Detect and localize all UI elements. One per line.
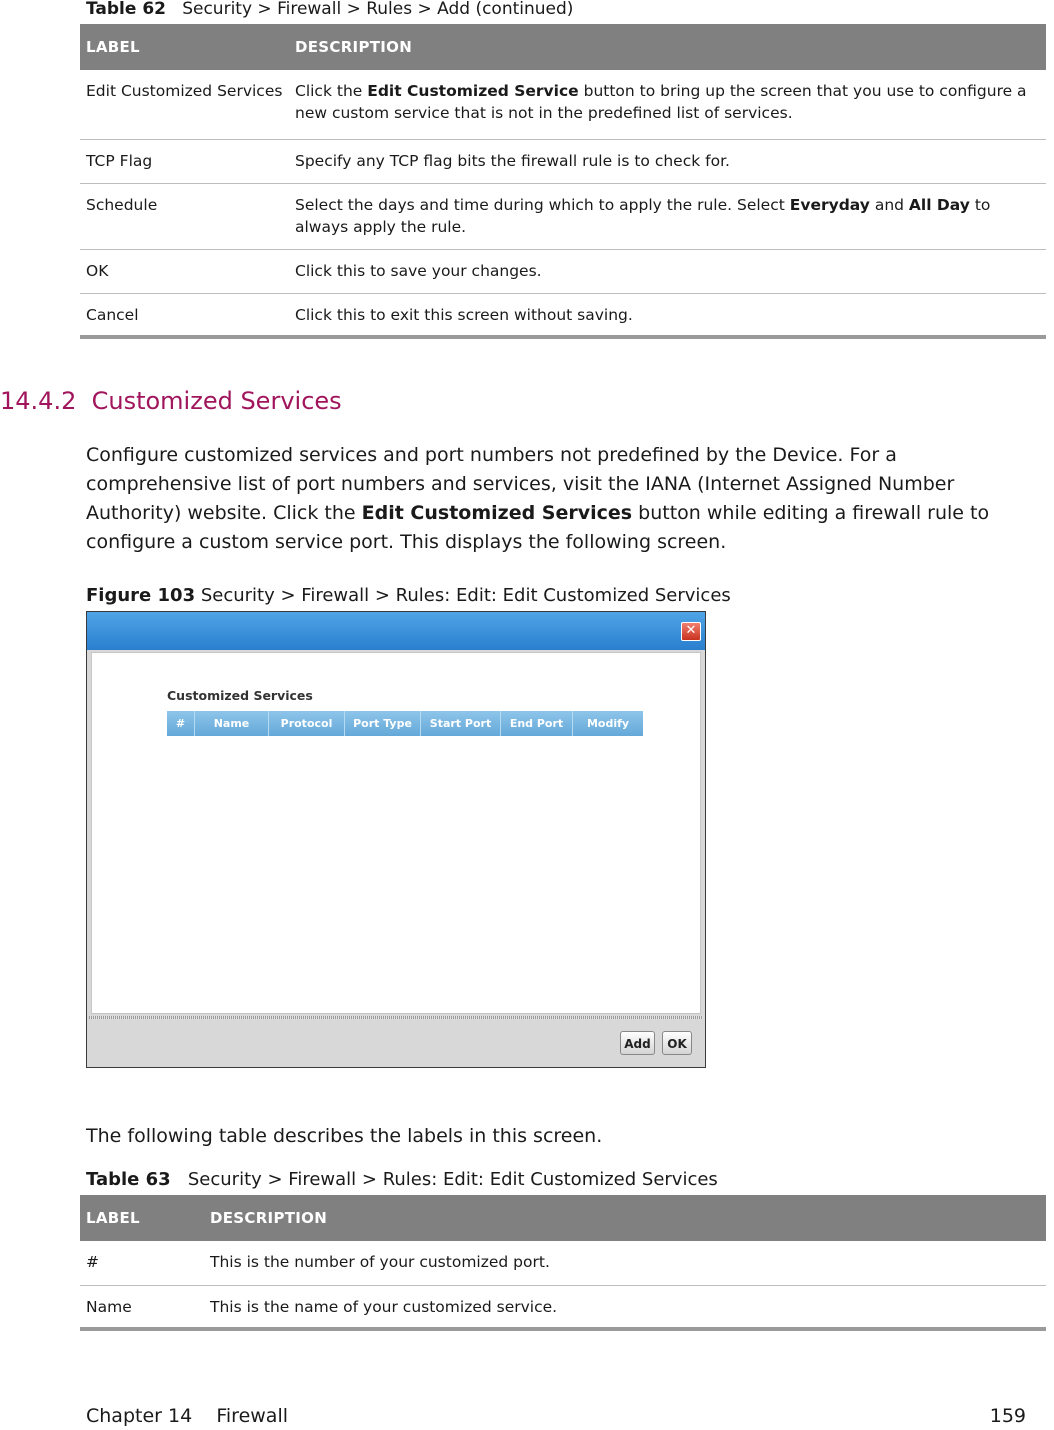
table-row [80, 293, 1046, 337]
column-start-port: Start Port [421, 711, 501, 736]
table-cell-label: OK [80, 249, 289, 293]
figure-title: Security > Firewall > Rules: Edit: Edit Customized Services [200, 585, 731, 606]
table63-header-row [80, 1195, 1046, 1241]
figure-caption [86, 585, 731, 606]
desc-text: and [869, 195, 909, 214]
desc-text: Click the [295, 82, 368, 100]
section-paragraph [86, 441, 1016, 557]
table63-intro: The following table describes the labels in this screen. [86, 1125, 603, 1147]
table-row [80, 183, 1046, 249]
section-number: 14.4.2 [0, 387, 77, 415]
chapter-number: Chapter 14 [86, 1405, 193, 1427]
table63 [80, 1195, 1046, 1331]
table-cell-label: Name [80, 1285, 204, 1329]
table-cell-label: Edit Customized Services [80, 70, 289, 139]
para-text: button while editing a firewall rule to configure a custom service port. This displays the following screen. [86, 502, 990, 553]
column-end-port: End Port [501, 711, 573, 736]
table-row [80, 1285, 1046, 1329]
services-table-header [167, 711, 643, 736]
table63-title: Security > Firewall > Rules: Edit: Edit Customized Services [187, 1169, 718, 1190]
desc-text: to always apply the rule. [295, 195, 991, 236]
table-row [80, 249, 1046, 293]
table-cell-description: Click this to exit this screen without saving. [289, 293, 1046, 337]
table-cell-description [289, 70, 1046, 139]
ok-button[interactable]: OK [662, 1031, 692, 1055]
figure-number: Figure 103 [86, 585, 196, 606]
column-number: # [167, 711, 195, 736]
customized-services-window [86, 611, 706, 1068]
section-heading [0, 387, 342, 415]
table62-number: Table 62 [86, 0, 166, 19]
table-row [80, 139, 1046, 183]
desc-bold: Edit Customized Service [367, 82, 579, 100]
window-content [91, 652, 701, 1014]
panel-title: Customized Services [167, 688, 313, 703]
table-cell-description: Specify any TCP flag bits the firewall rule is to check for. [289, 139, 1046, 183]
table-cell-description: This is the number of your customized port. [204, 1241, 1046, 1285]
close-icon[interactable]: ✕ [681, 622, 701, 641]
page-footer-chapter [86, 1405, 288, 1427]
table-row [80, 1241, 1046, 1285]
footer-separator [89, 1016, 703, 1019]
desc-text: button to bring up the screen that you use to configure a new custom service that is not in the predefined list of services. [295, 82, 1027, 122]
table62-caption [86, 0, 573, 19]
table63-header-label: LABEL [80, 1195, 204, 1241]
table62-title: Security > Firewall > Rules > Add (continued) [182, 0, 574, 19]
desc-bold: All Day [908, 195, 970, 214]
add-button[interactable]: Add [620, 1031, 655, 1055]
para-text: Configure customized services and port numbers not predefined by the Device. For a comprehensive list of port numbers and services, visit the IANA (Internet Assigned Number Authority) website. Click the [86, 444, 955, 524]
table62-header-row [80, 24, 1046, 70]
table-cell-label: Cancel [80, 293, 289, 337]
column-port-type: Port Type [345, 711, 421, 736]
table63-header-description: DESCRIPTION [204, 1195, 1046, 1241]
section-title: Customized Services [91, 387, 342, 415]
desc-text: Select the days and time during which to apply the rule. Select [295, 195, 790, 214]
table62-header-label: LABEL [80, 24, 289, 70]
table-cell-label: Schedule [80, 183, 289, 249]
page-number: 159 [989, 1405, 1026, 1427]
column-name: Name [195, 711, 269, 736]
table63-caption [86, 1169, 718, 1190]
desc-bold: Everyday [789, 195, 870, 214]
table-row [80, 70, 1046, 139]
table-cell-label: # [80, 1241, 204, 1285]
column-protocol: Protocol [269, 711, 345, 736]
table63-number: Table 63 [86, 1169, 171, 1190]
table-cell-description: This is the name of your customized service. [204, 1285, 1046, 1329]
table-cell-description: Click this to save your changes. [289, 249, 1046, 293]
para-bold: Edit Customized Services [361, 502, 633, 524]
table-cell-description [289, 183, 1046, 249]
table-cell-label: TCP Flag [80, 139, 289, 183]
table62 [80, 24, 1046, 339]
window-titlebar [87, 612, 705, 650]
column-modify: Modify [586, 717, 630, 730]
table62-header-description: DESCRIPTION [289, 24, 1046, 70]
chapter-title: Firewall [216, 1405, 289, 1427]
